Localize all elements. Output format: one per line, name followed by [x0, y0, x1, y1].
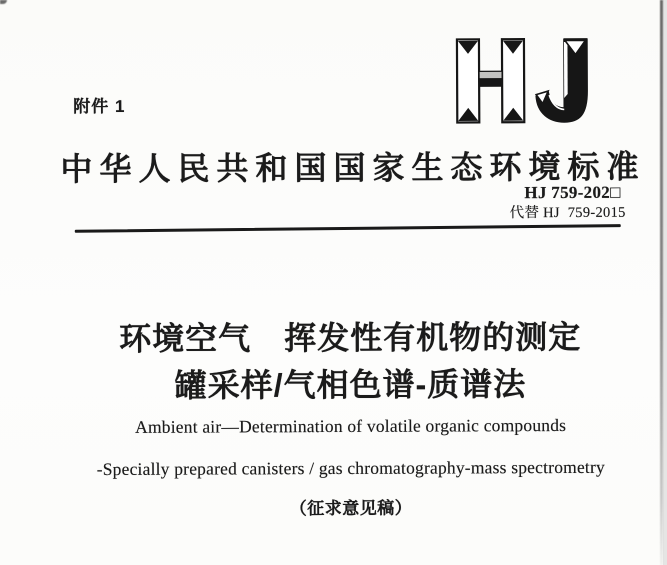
national-standard-heading: 中华人民共和国国家生态环境标准: [60, 148, 646, 188]
standard-title-cn-line1: 环境空气 挥发性有机物的测定: [119, 318, 582, 357]
standard-title-cn-line2: 罐采样/气相色谱-质谱法: [174, 366, 527, 404]
page-edge-strip: [663, 0, 667, 565]
header-divider-rule: [75, 224, 621, 233]
standard-title-en-line2: -Specially prepared canisters / gas chromatography-mass spectrometry: [96, 456, 605, 480]
attachment-label: 附件 1: [73, 96, 126, 117]
standard-title-en-line1: Ambient air—Determination of volatile organic compounds: [135, 414, 567, 437]
standard-number: HJ 759-202□: [524, 182, 621, 203]
replaced-standard-note: 代替 HJ 759-2015: [509, 204, 626, 222]
page-edge-shadow: [660, 0, 663, 565]
hj-logo-icon: [454, 36, 589, 125]
draft-for-comments-note: （征求意见稿）: [289, 498, 413, 519]
hj-logo: [454, 36, 589, 125]
